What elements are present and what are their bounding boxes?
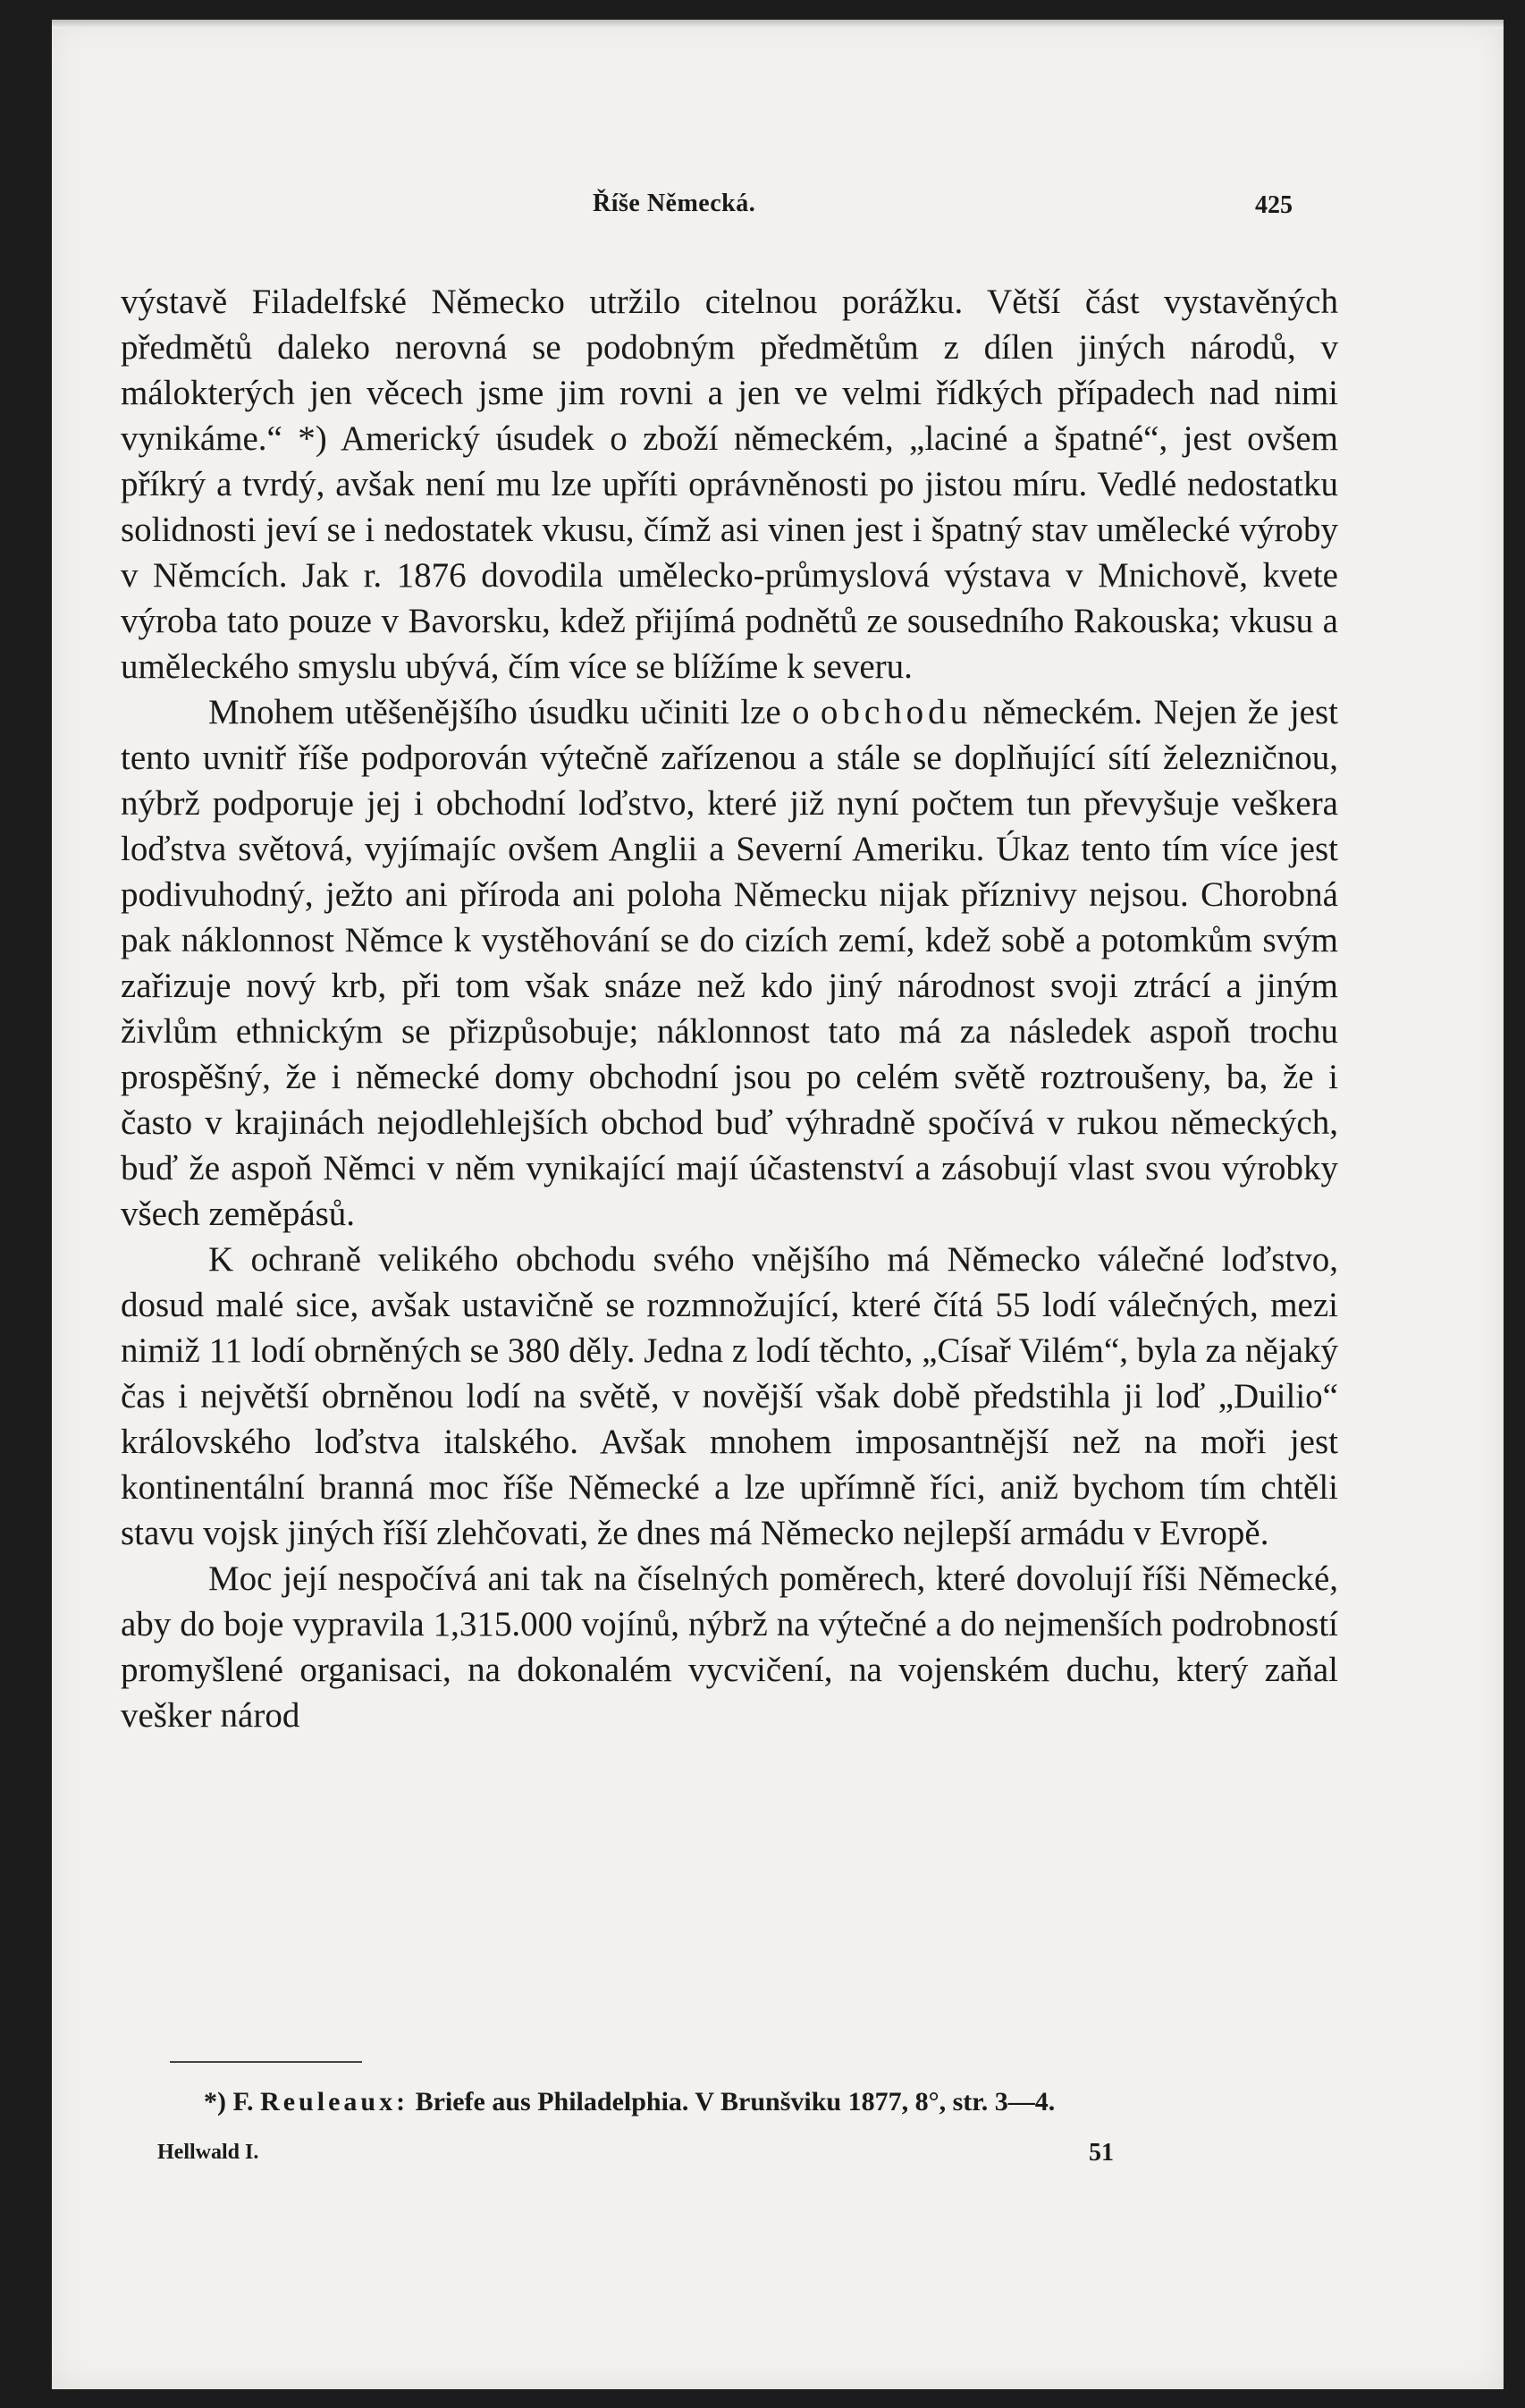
printer-signature: Hellwald I. [157, 2141, 259, 2164]
book-page [52, 20, 1504, 2389]
running-head [52, 190, 1504, 225]
paragraph-1-text: výstavě Filadelfské Německo utržilo citelnou porážku. Větší část vystavěných předmětů daleko nerovná se podobným předmětům z dílen jiných národů, v málokterých jen věcech jsme jim rovni a jen ve velmi řídkých případech nad nimi vynikáme.“ *) Americký úsudek o zboží německém, „laciné a špatné“, jest ovšem příkrý a tvrdý, avšak není mu lze upříti oprávněnosti po jistou míru. Vedlé nedostatku solidnosti jeví se i nedostatek vkusu, čímž asi vinen jest i špatný stav umělecké výroby v Němcích. Jak r. 1876 dovodila umělecko-průmyslová výstava v Mnichově, kvete výroba tato pouze v Bavorsku, kdež přijímá podnětů ze sousedního Rakouska; vkusu a uměleckého smyslu ubývá, čím více se blížíme k severu. [121, 283, 1338, 686]
footnote-author: Reuleaux: [260, 2087, 409, 2117]
page-number: 425 [1255, 191, 1293, 219]
paragraph-4 [121, 1556, 1338, 1738]
paragraph-3-text: K ochraně velikého obchodu svého vnějšího má Německo válečné loďstvo, dosud malé sice, avšak ustavičně se rozmnožující, které čítá 55 lodí válečných, mezi nimiž 11 lodí obrněných se 380 děly. Jedna z lodí těchto, „Císař Vilém“, byla za nějaký čas i největší obrněnou lodí na světě, v novější však době předstihla ji loď „Duilio“ královského loďstva italského. Avšak mnohem imposantnější než na moři jest kontinentální branná moc říše Německé a lze upřímně říci, aniž bychom tím chtěli stavu vojsk jiných říší zlehčovati, že dnes má Německo nejlepší armádu v Evropě. [121, 1240, 1338, 1552]
sheet-number: 51 [1089, 2139, 1114, 2167]
paragraph-2-spaced-word: obchodu [820, 693, 973, 731]
body-text [121, 279, 1338, 1738]
paragraph-2-text-after: německém. Nejen že jest tento uvnitř říše podporován výtečně zařízenou a stále se doplňující sítí železničnou, nýbrž podporuje jej i obchodní loďstvo, které již nyní počtem tun převyšuje veškera loďstva světová, vyjímajíc ovšem Anglii a Severní Ameriku. Úkaz tento tím více jest podivuhodný, ježto ani příroda ani poloha Německu nijak příznivy nejsou. Chorobná pak náklonnost Němce k vystěhování se do cizích zemí, kdež sobě a potomkům svým zařizuje nový krb, při tom však snáze než kdo jiný národnost svoji ztrácí a jiným živlům ethnickým se přizpůsobuje; náklonnost tato má za následek aspoň trochu prospěšný, že i německé domy obchodní jsou po celém světě roztroušeny, ba, že i často v krajinách nejodlehlejších obchod buď výhradně spočívá v rukou německých, buď že aspoň Němci v něm vynikající mají účastenství a zásobují vlast svou výrobky všech zeměpásů. [121, 693, 1339, 1233]
paragraph-2 [121, 689, 1338, 1237]
footnote-text: Briefe aus Philadelphia. V Brunšviku 1877, 8°, str. 3—4. [415, 2087, 1056, 2117]
paragraph-3 [121, 1237, 1338, 1556]
paragraph-2-text-before: Mnohem utěšenějšího úsudku učiniti lze o [208, 693, 810, 731]
paragraph-1 [121, 279, 1338, 689]
footnote [204, 2087, 1330, 2117]
page-edge-shadow [52, 20, 1504, 29]
footnote-marker: *) F. [204, 2087, 254, 2117]
footnote-rule [170, 2061, 362, 2063]
running-head-title: Říše Německá. [593, 190, 756, 217]
paragraph-4-text: Moc její nespočívá ani tak na číselných poměrech, které dovolují říši Německé, aby do boje vypravila 1,315.000 vojínů, nýbrž na výtečné a do nejmenších podrobností promyšlené organisaci, na dokonalém vycvičení, na vojenském duchu, který zaňal vešker národ [121, 1559, 1338, 1735]
